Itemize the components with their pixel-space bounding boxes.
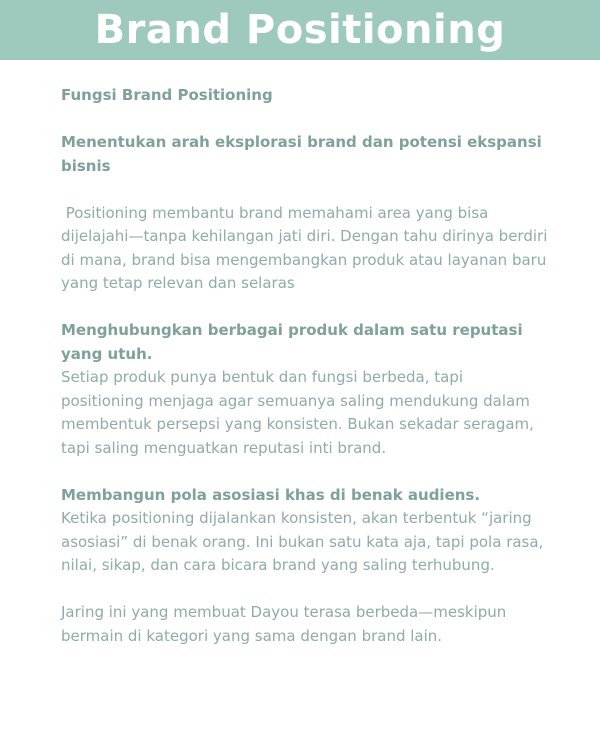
section-body-3: Ketika positioning dijalankan konsisten, akan terbentuk “jaring asosiasi” di benak orang. Ini bukan satu kata aja, tapi pola rasa, nilai, sikap, dan cara bicara brand yang saling terhubung. xyxy=(61,509,544,574)
spacer xyxy=(61,178,548,202)
intro-heading: Fungsi Brand Positioning xyxy=(61,86,273,104)
section-heading-1: Menentukan arah eksplorasi brand dan potensi ekspansi bisnis xyxy=(61,133,542,175)
page-title: Brand Positioning xyxy=(94,7,506,53)
section-heading-2: Menghubungkan berbagai produk dalam satu reputasi yang utuh. xyxy=(61,321,523,363)
section-body-1: Positioning membantu brand memahami area yang bisa dijelajahi—tanpa kehilangan jati diri. Dengan tahu dirinya berdiri di mana, brand bisa mengembangkan produk atau layanan baru yang tetap relevan dan selaras xyxy=(61,203,553,292)
spacer xyxy=(61,460,548,484)
section-heading-3: Membangun pola asosiasi khas di benak audiens. xyxy=(61,485,481,504)
spacer xyxy=(61,108,548,132)
content-area xyxy=(0,60,600,648)
spacer xyxy=(61,578,548,602)
closing-paragraph: Jaring ini yang membuat Dayou terasa berbeda—meskipun bermain di kategori yang sama dengan brand lain. xyxy=(61,603,507,645)
section-body-2: Setiap produk punya bentuk dan fungsi berbeda, tapi positioning menjaga agar semuanya saling mendukung dalam membentuk persepsi yang konsisten. Bukan sekadar seragam, tapi saling menguatkan reputasi inti brand. xyxy=(61,368,534,457)
spacer xyxy=(61,296,548,320)
header-bar xyxy=(0,0,600,60)
